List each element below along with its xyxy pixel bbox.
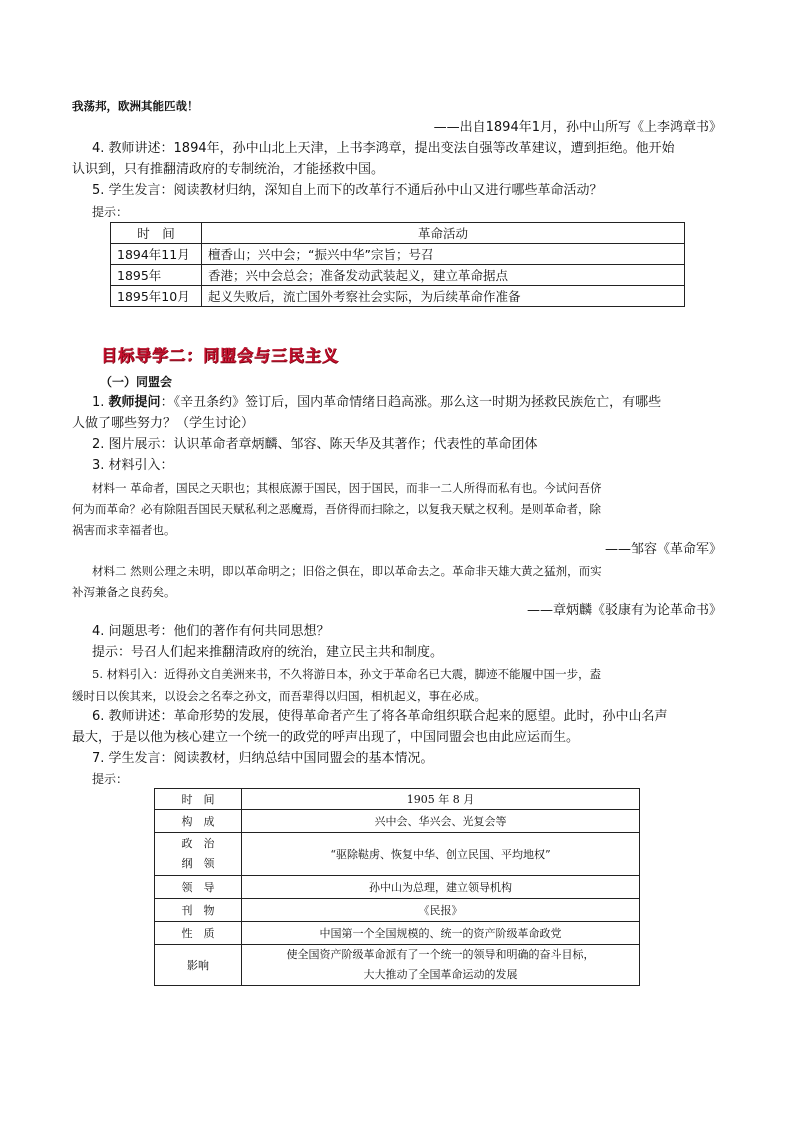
quote-source: ——出自1894年1月，孙中山所写《上李鸿章书》 <box>433 120 722 135</box>
revolution-activity-table <box>110 222 685 307</box>
table-header-row <box>111 223 685 244</box>
table-label: 领 导 <box>155 876 242 899</box>
table-value: 《民报》 <box>242 899 640 922</box>
item-5-line-1: 5. 材料引入：近得孙文自美洲来书，不久将游日本，孙文于革命名已大震，脚迹不能履中国一步，盍 <box>92 667 602 681</box>
table-cell-time: 1895年10月 <box>111 286 202 307</box>
table-label: 构 成 <box>155 810 242 833</box>
item-3: 3. 材料引入： <box>92 458 174 473</box>
material-1-line-2: 何为而革命？必有除阻吾国民天赋私利之恶魔焉，吾侪得而扫除之，以复我天赋之权利。是则革命者，除 <box>72 502 601 516</box>
table-cell-activity: 香港；兴中会总会；准备发动武装起义，建立革命据点 <box>202 265 685 286</box>
item-7: 7. 学生发言：阅读教材，归纳总结中国同盟会的基本情况。 <box>92 751 434 766</box>
table-label: 影响 <box>155 945 242 986</box>
item-2: 2. 图片展示：认识革命者章炳麟、邹容、陈天华及其著作；代表性的革命团体 <box>92 437 538 452</box>
table-header-time: 时 间 <box>111 223 202 244</box>
hint-label-2: 提示： <box>92 772 129 786</box>
item-4: 4. 问题思考：他们的著作有何共同思想？ <box>92 624 330 639</box>
table-value-line-2: 大大推动了全国革命运动的发展 <box>363 968 518 981</box>
question-1-line-2: 人做了哪些努力？（学生讨论） <box>72 416 255 431</box>
item-5-line-2: 缓时日以俟其来，以设会之名奉之孙文，而吾辈得以归国，相机起义，事在必成。 <box>72 689 486 703</box>
item-6-line-1: 6. 教师讲述：革命形势的发展，使得革命者产生了将各革命组织联合起来的愿望。此时，孙中山名声 <box>92 709 668 724</box>
table-row <box>111 265 685 286</box>
table-row <box>155 789 640 810</box>
table-value: 兴中会、华兴会、光复会等 <box>242 810 640 833</box>
table-label-line-1: 政 治 <box>181 837 215 850</box>
item-6-line-2: 最大，于是以他为核心建立一个统一的政党的呼声出现了，中国同盟会也由此应运而生。 <box>72 730 580 745</box>
table-row <box>111 244 685 265</box>
table-value-line-1: 使全国资产阶级革命派有了一个统一的领导和明确的奋斗目标， <box>286 948 595 961</box>
table-value: 1905 年 8 月 <box>242 789 640 810</box>
table-row <box>155 922 640 945</box>
table-label: 性 质 <box>155 922 242 945</box>
item-4-line-1: 4. 教师讲述：1894年，孙中山北上天津，上书李鸿章，提出变法自强等改革建议，遭到拒绝。他开始 <box>92 141 675 156</box>
quote-tail: 我荡邦，欧洲其能匹哉！ <box>72 99 199 113</box>
material-2-line-1: 材料二 然则公理之未明，即以革命明之；旧俗之俱在，即以革命去之。革命非天雄大黄之猛剂，而实 <box>92 564 602 578</box>
material-2-source: ——章炳麟《驳康有为论革命书》 <box>526 603 722 618</box>
table-cell-activity: 起义失败后，流亡国外考察社会实际，为后续革命作准备 <box>202 286 685 307</box>
table-row <box>155 833 640 876</box>
table-value: 中国第一个全国规模的、统一的资产阶级革命政党 <box>242 922 640 945</box>
table-cell-activity: 檀香山；兴中会；“振兴中华”宗旨；号召 <box>202 244 685 265</box>
table-value: “驱除鞑虏、恢复中华、创立民国、平均地权” <box>242 833 640 876</box>
table-label: 时 间 <box>155 789 242 810</box>
material-1-line-1: 材料一 革命者，国民之天职也；其根底源于国民，因于国民，而非一二人所得而私有也。今试问吾侪 <box>92 481 602 495</box>
hint-label: 提示： <box>92 205 129 219</box>
question-1-line-1 <box>92 393 661 413</box>
table-cell-time: 1894年11月 <box>111 244 202 265</box>
table-header-activity: 革命活动 <box>202 223 685 244</box>
question-1-keyword: 教师提问 <box>108 395 161 410</box>
item-4-line-2: 认识到，只有推翻清政府的专制统治，才能拯救中国。 <box>72 162 385 177</box>
table-label: 刊 物 <box>155 899 242 922</box>
table-label-line-2: 纲 领 <box>181 857 215 870</box>
table-row <box>155 945 640 986</box>
material-1-source: ——邹容《革命军》 <box>604 542 722 557</box>
table-row <box>155 899 640 922</box>
material-1-line-3: 祸害而求幸福者也。 <box>72 523 176 537</box>
question-1-text: ：《辛丑条约》签订后，国内革命情绪日趋高涨。那么这一时期为拯救民族危亡，有哪些 <box>160 395 662 410</box>
table-label <box>155 833 242 876</box>
table-value <box>242 945 640 986</box>
subsection-title: （一）同盟会 <box>100 375 173 389</box>
table-value: 孙中山为总理，建立领导机构 <box>242 876 640 899</box>
question-1-prefix: 1. <box>92 395 109 410</box>
tongmenghui-summary-table <box>154 788 640 986</box>
table-row <box>155 876 640 899</box>
table-row <box>111 286 685 307</box>
item-5: 5. 学生发言：阅读教材归纳，深知自上而下的改革行不通后孙中山又进行哪些革命活动？ <box>92 183 603 198</box>
section-heading: 目标导学二：同盟会与三民主义 <box>101 346 340 365</box>
material-2-line-2: 补泻兼备之良药矣。 <box>72 585 176 599</box>
table-row <box>155 810 640 833</box>
table-cell-time: 1895年 <box>111 265 202 286</box>
item-4-hint: 提示：号召人们起来推翻清政府的统治，建立民主共和制度。 <box>92 645 444 660</box>
